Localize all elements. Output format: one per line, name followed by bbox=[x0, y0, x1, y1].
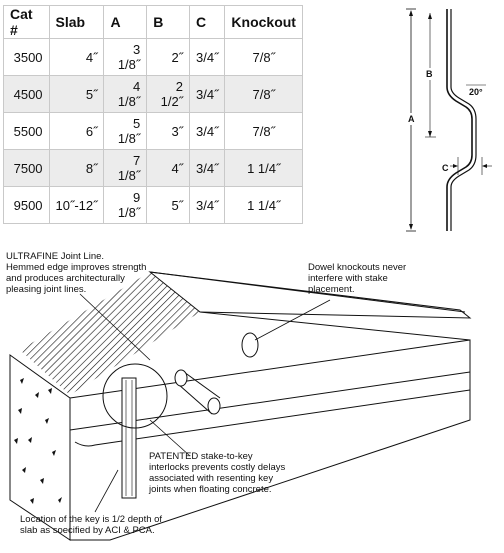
callout-line: interlocks prevents costly delays bbox=[149, 462, 286, 473]
callout-line: ULTRAFINE Joint Line. bbox=[6, 251, 105, 262]
callout-line: Location of the key is 1/2 depth of bbox=[20, 514, 163, 525]
header-a: A bbox=[104, 6, 147, 39]
callout-ultrafine bbox=[6, 251, 186, 295]
table-row bbox=[4, 113, 303, 150]
cell-c: 3/4˝ bbox=[190, 39, 225, 76]
dim-a-label: A bbox=[408, 114, 415, 124]
cell-cat: 4500 bbox=[4, 76, 50, 113]
arrow-down-icon bbox=[409, 224, 413, 230]
table-header-row bbox=[4, 6, 303, 39]
cell-a: 9 1/8˝ bbox=[104, 187, 147, 224]
callout-line: associated with resenting key bbox=[149, 473, 274, 484]
cell-slab: 10˝-12˝ bbox=[49, 187, 104, 224]
callout-dowel bbox=[308, 262, 448, 295]
dim-b-label: B bbox=[426, 69, 433, 79]
callout-line: Hemmed edge improves strength bbox=[6, 262, 147, 273]
callout-line: Dowel knockouts never bbox=[308, 262, 407, 273]
cell-a: 5 1/8˝ bbox=[104, 113, 147, 150]
callout-key-location bbox=[20, 514, 190, 536]
cell-b: 3˝ bbox=[147, 113, 190, 150]
header-c: C bbox=[190, 6, 225, 39]
arrow-up-icon bbox=[409, 10, 413, 16]
header-b: B bbox=[147, 6, 190, 39]
cell-a: 3 1/8˝ bbox=[104, 39, 147, 76]
cell-cat: 7500 bbox=[4, 150, 50, 187]
cell-knockout: 7/8˝ bbox=[225, 76, 303, 113]
cell-c: 3/4˝ bbox=[190, 76, 225, 113]
cell-slab: 5˝ bbox=[49, 76, 104, 113]
cell-a: 7 1/8˝ bbox=[104, 150, 147, 187]
cell-slab: 8˝ bbox=[49, 150, 104, 187]
table-row bbox=[4, 39, 303, 76]
cell-b: 4˝ bbox=[147, 150, 190, 187]
cell-a: 4 1/8˝ bbox=[104, 76, 147, 113]
stake bbox=[122, 378, 136, 498]
arrow-right-icon bbox=[453, 164, 458, 168]
callout-line: joints when floating concrete. bbox=[149, 484, 272, 495]
cell-c: 3/4˝ bbox=[190, 187, 225, 224]
cell-cat: 9500 bbox=[4, 187, 50, 224]
arrow-up-icon bbox=[428, 13, 432, 19]
cell-c: 3/4˝ bbox=[190, 113, 225, 150]
callout-line: placement. bbox=[308, 284, 355, 295]
table-row bbox=[4, 187, 303, 224]
callout-line: slab as soecified by ACI & PCA. bbox=[20, 525, 155, 536]
cell-knockout: 7/8˝ bbox=[225, 39, 303, 76]
cell-knockout: 1 1/4˝ bbox=[225, 150, 303, 187]
cell-b: 2˝ bbox=[147, 39, 190, 76]
callout-line: pleasing joint lines. bbox=[6, 284, 87, 295]
arrow-down-icon bbox=[428, 131, 432, 137]
dowel-knockout-hole bbox=[242, 333, 258, 357]
cell-knockout: 1 1/4˝ bbox=[225, 187, 303, 224]
table-row bbox=[4, 150, 303, 187]
dim-c-label: C bbox=[442, 163, 449, 173]
cell-b: 2 1/2˝ bbox=[147, 76, 190, 113]
cell-c: 3/4˝ bbox=[190, 150, 225, 187]
arrow-left-icon bbox=[482, 164, 487, 168]
callout-line: and produces architecturally bbox=[6, 273, 125, 284]
cell-slab: 4˝ bbox=[49, 39, 104, 76]
cell-b: 5˝ bbox=[147, 187, 190, 224]
header-slab: Slab bbox=[49, 6, 104, 39]
spec-table bbox=[3, 5, 303, 224]
cell-cat: 3500 bbox=[4, 39, 50, 76]
cell-cat: 5500 bbox=[4, 113, 50, 150]
header-knockout: Knockout bbox=[225, 6, 303, 39]
callout-line: interfere with stake bbox=[308, 273, 388, 284]
angle-label: 20° bbox=[469, 87, 483, 97]
table-row bbox=[4, 76, 303, 113]
callout-line: PATENTED stake-to-key bbox=[149, 451, 253, 462]
callout-patented bbox=[149, 451, 309, 495]
joint-profile-diagram bbox=[400, 5, 504, 235]
cell-slab: 6˝ bbox=[49, 113, 104, 150]
header-cat: Cat # bbox=[4, 6, 50, 39]
cell-knockout: 7/8˝ bbox=[225, 113, 303, 150]
